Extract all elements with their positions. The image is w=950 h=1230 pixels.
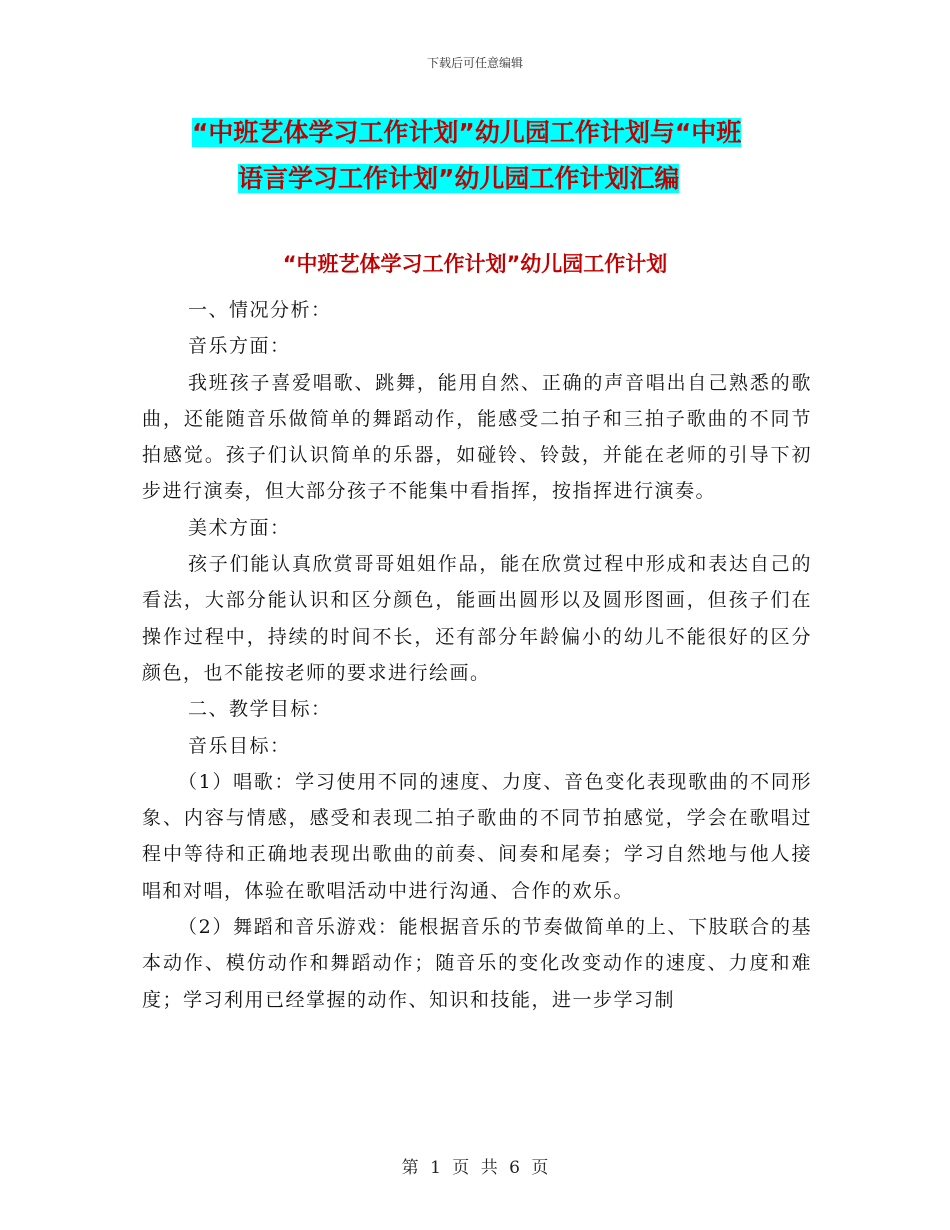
main-title-line-2 [140, 156, 810, 202]
heading-situation-analysis: 一、情况分析： [188, 299, 332, 321]
main-title [140, 110, 810, 202]
subheading-music: 音乐方面： [188, 335, 291, 358]
paragraph-music: 我班孩子喜爱唱歌、跳舞，能用自然、正确的声音唱出自己熟悉的歌曲，还能随音乐做简单的舞蹈动作，能感受二拍子和三拍子歌曲的不同节拍感觉。孩子们认识简单的乐器，如碰铃、铃鼓，并能在老师的引导下初步进行演奏，但大部分孩子不能集中看指挥，按指挥进行演奏。 [142, 371, 812, 503]
heading-teaching-goals: 二、教学目标： [188, 698, 332, 721]
main-title-line-2-text: 语言学习工作计划”幼儿园工作计划汇编 [238, 164, 680, 193]
section-title: “中班艺体学习工作计划”幼儿园工作计划 [282, 252, 668, 276]
main-title-line-1 [140, 110, 810, 156]
subheading-music-goals: 音乐目标： [188, 734, 291, 757]
paragraph-dance-games: （2）舞蹈和音乐游戏：能根据音乐的节奏做简单的上、下肢联合的基本动作、模仿动作和舞蹈动作；随音乐的变化改变动作的速度、力度和难度；学习利用已经掌握的动作、知识和技能，进一步学习制 [142, 916, 812, 1011]
page-footer: 第 1 页 共 6 页 [401, 1158, 549, 1178]
body-text [142, 292, 812, 1018]
paragraph-art: 孩子们能认真欣赏哥哥姐姐作品，能在欣赏过程中形成和表达自己的看法，大部分能认识和区分颜色，能画出圆形以及圆形图画，但孩子们在操作过程中，持续的时间不长，还有部分年龄偏小的幼儿不能很好的区分颜色，也不能按老师的要求进行绘画。 [142, 553, 812, 684]
header-note: 下载后可任意编辑 [426, 56, 523, 70]
paragraph-singing: （1）唱歌：学习使用不同的速度、力度、音色变化表现歌曲的不同形象、内容与情感，感受和表现二拍子歌曲的不同节拍感觉，学会在歌唱过程中等待和正确地表现出歌曲的前奏、间奏和尾奏；学习自然地与他人接唱和对唱，体验在歌唱活动中进行沟通、合作的欢乐。 [142, 770, 812, 902]
subheading-art: 美术方面： [188, 516, 291, 539]
main-title-line-1-text: “中班艺体学习工作计划”幼儿园工作计划与“中班 [192, 118, 742, 147]
